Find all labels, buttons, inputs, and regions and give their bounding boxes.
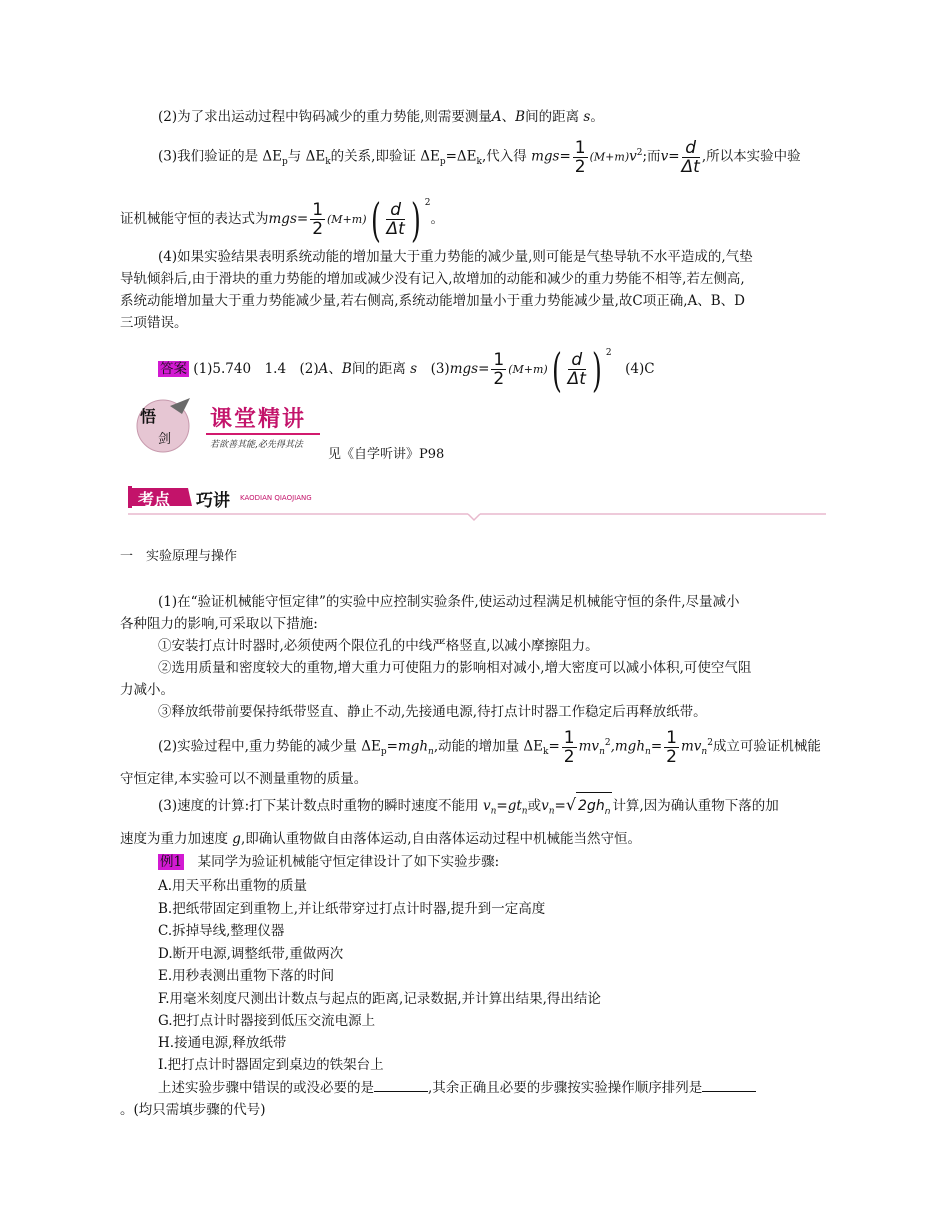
section-heading: 一 实验原理与操作 (120, 549, 238, 564)
question-line2: 。(均只需填步骤的代号) (120, 1102, 266, 1118)
step-d: D.断开电源,调整纸带,重做两次 (158, 946, 344, 962)
para-4-line4: 三项错误。 (120, 315, 188, 331)
kaodian-pinyin: KAODIAN QIAOJIANG (240, 494, 312, 502)
para-2: (2)为了求出运动过程中钩码减少的重力势能,则需要测量A、B间的距离 s。 (158, 109, 604, 125)
principle-1-line2: 各种阻力的影响,可采取以下措施: (120, 616, 318, 632)
kaodian-tag: 考点 (138, 490, 171, 509)
step-f: F.用毫米刻度尺测出计数点与起点的距离,记录数据,并计算出结果,得出结论 (158, 991, 601, 1007)
principle-2-line1: (2)实验过程中,重力势能的减少量 $\Delta E_p=mgh_n$,动能的增加量 $\Delta E_k=$ $\frac{1}{2}$ $mv_n^2,mgh_n=$ $\frac{1}{2}$ $mv_n^2$成立可验证机械能 (158, 727, 821, 767)
answer-line: 答案 (1)5.740 1.4 (2)A、B间的距离 s (3)mgs= $\frac{1}{2}$ (M+m)( $\frac{d}{\Delta t}$ ) $^2$ (4)C (160, 342, 655, 397)
kaodian-header (128, 484, 828, 524)
question-line1: 上述实验步骤中错误的或没必要的是 ,其余正确且必要的步骤按实验操作顺序排列是 (158, 1077, 756, 1099)
principle-3-line2: 速度为重力加速度 g,即确认重物做自由落体运动,自由落体运动过程中机械能当然守恒。 (120, 831, 642, 847)
measure-1: ①安装打点计时器时,必须使两个限位孔的中线严格竖直,以减小摩擦阻力。 (158, 638, 599, 654)
step-e: E.用秒表测出重物下落的时间 (158, 968, 335, 984)
answer-badge: 答案 (160, 361, 187, 377)
banner-reference: 见《自学听讲》P98 (328, 447, 445, 462)
para-4-line1: (4)如果实验结果表明系统动能的增加量大于重力势能的减少量,则可能是气垫导轨不水平造成的,气垫 (158, 249, 753, 265)
answer-blank-2[interactable] (702, 1077, 756, 1092)
answer-blank-1[interactable] (374, 1077, 428, 1092)
step-g: G.把打点计时器接到低压交流电源上 (158, 1013, 376, 1029)
measure-3: ③释放纸带前要保持纸带竖直、静止不动,先接通电源,待打点计时器工作稳定后再释放纸带。 (158, 704, 707, 720)
sqrt-2ghn: $2gh_n$ (576, 792, 612, 825)
banner-slogan: 若欲善其能,必先得其法 (210, 440, 303, 450)
para-4-line2: 导轨倾斜后,由于滑块的重力势能的增加或减少没有记入,故增加的动能和减少的重力势能不相等,若左侧高, (120, 271, 745, 287)
measure-2-line1: ②选用质量和密度较大的重物,增大重力可使阻力的影响相对减小,增大密度可以减小体积,可使空气阻 (158, 660, 752, 676)
fraction-half: $\frac{1}{2}$ (574, 137, 586, 177)
step-h: H.接通电源,释放纸带 (158, 1035, 287, 1051)
lesson-banner (130, 396, 330, 456)
step-c: C.拆掉导线,整理仪器 (158, 923, 285, 939)
kaodian-title: 巧讲 (196, 491, 230, 511)
fraction-d-dt: $\frac{d}{\Delta t}$ (681, 137, 700, 177)
banner-jian: 剑 (158, 432, 172, 447)
principle-2-line2: 守恒定律,本实验可以不测量重物的质量。 (120, 771, 368, 787)
step-b: B.把纸带固定到重物上,并让纸带穿过打点计时器,提升到一定高度 (158, 901, 546, 917)
example-badge: 例1 (160, 854, 183, 870)
step-i: I.把打点计时器固定到桌边的铁架台上 (158, 1057, 384, 1073)
para-3-line2: 证机械能守恒的表达式为mgs= $\frac{1}{2}$ (M+m)( $\frac{d}{\Delta t}$ ) $^2$。 (120, 192, 444, 247)
para-4-line3: 系统动能增加量大于重力势能减少量,若右侧高,系统动能增加量小于重力势能减少量,故C项正确,A、B、D (120, 293, 745, 309)
banner-title: 课堂精讲 (210, 407, 307, 432)
measure-2-line2: 力减小。 (120, 682, 174, 698)
principle-1-line1: (1)在“验证机械能守恒定律”的实验中应控制实验条件,使运动过程满足机械能守恒的条件,尽量减小 (158, 594, 740, 610)
banner-wu: 悟 (140, 407, 157, 426)
principle-3-line1: (3)速度的计算:打下某计数点时重物的瞬时速度不能用 $v_n=gt_n$或$v_n=√$ $2gh_n$ 计算,因为确认重物下落的加 (158, 792, 779, 825)
step-a: A.用天平称出重物的质量 (158, 878, 308, 894)
para-3-line1: (3)我们验证的是 $\Delta E_p$与 $\Delta E_k$的关系,即验证 $\Delta E_p=\Delta E_k$,代入得 mgs= $\frac{1}{2}$ $(M+m)v^2$;而v= $\frac{d}{\Delta t}$ ,所以本实验中验 (158, 137, 801, 177)
example-stem: 例1 某同学为验证机械能守恒定律设计了如下实验步骤: (160, 854, 500, 870)
